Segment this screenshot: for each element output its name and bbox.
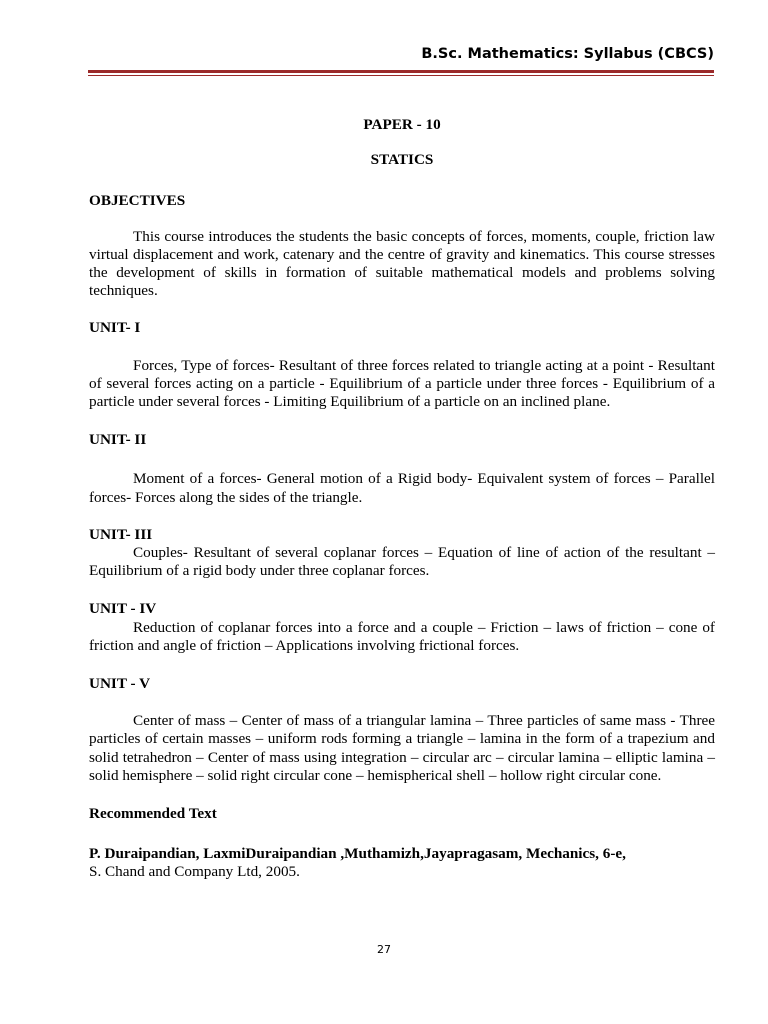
recommended-reference-line2: S. Chand and Company Ltd, 2005.	[89, 863, 300, 881]
unit-4-heading: UNIT - IV	[89, 600, 157, 618]
paper-number: PAPER - 10	[363, 116, 441, 133]
page-number: 27	[377, 943, 391, 956]
header-rule-thin	[88, 75, 714, 76]
unit-1-text: Forces, Type of forces- Resultant of three forces related to triangle acting at a point - Resultant of several forces acting on a particle - Equilibrium of a particle under three forces - Equilibrium of a particle under several forces - Limiting Equilibrium of a particle on an inclined plane.	[89, 356, 715, 411]
unit-3-text: Couples- Resultant of several coplanar forces – Equation of line of action of the resultant – Equilibrium of a rigid body under three coplanar forces.	[89, 544, 715, 580]
recommended-reference-line1: P. Duraipandian, LaxmiDuraipandian ,Muthamizh,Jayapragasam, Mechanics, 6-e,	[89, 845, 626, 863]
unit-5-text: Center of mass – Center of mass of a triangular lamina – Three particles of same mass - Three particles of certain masses – uniform rods forming a triangle – lamina in the form of a trapezium and solid tetrahedron – Center of mass using integration – circular arc – circular lamina – elliptic lamina – solid hemisphere – solid right circular cone – hemispherical shell – hollow right circular cone.	[89, 712, 715, 784]
unit-1-heading: UNIT- I	[89, 319, 141, 337]
unit-2-heading: UNIT- II	[89, 431, 147, 449]
header-rule	[88, 70, 714, 73]
running-header: B.Sc. Mathematics: Syllabus (CBCS)	[421, 46, 714, 62]
page-content	[89, 116, 715, 882]
objectives-text: This course introduces the students the basic concepts of forces, moments, couple, friction law virtual displacement and work, catenary and the centre of gravity and kinematics. This course stresses the development of skills in formation of suitable mathematical models and problems solving techniques.	[89, 227, 715, 300]
unit-2-text: Moment of a forces- General motion of a Rigid body- Equivalent system of forces – Parallel forces- Forces along the sides of the triangle.	[89, 470, 715, 506]
unit-4-text: Reduction of coplanar forces into a force and a couple – Friction – laws of friction – cone of friction and angle of friction – Applications involving frictional forces.	[89, 618, 715, 654]
recommended-heading: Recommended Text	[89, 805, 217, 823]
unit-5-heading: UNIT - V	[89, 675, 151, 693]
paper-title: STATICS	[370, 151, 434, 169]
unit-3-heading: UNIT- III	[89, 525, 153, 543]
objectives-heading: OBJECTIVES	[89, 192, 186, 210]
